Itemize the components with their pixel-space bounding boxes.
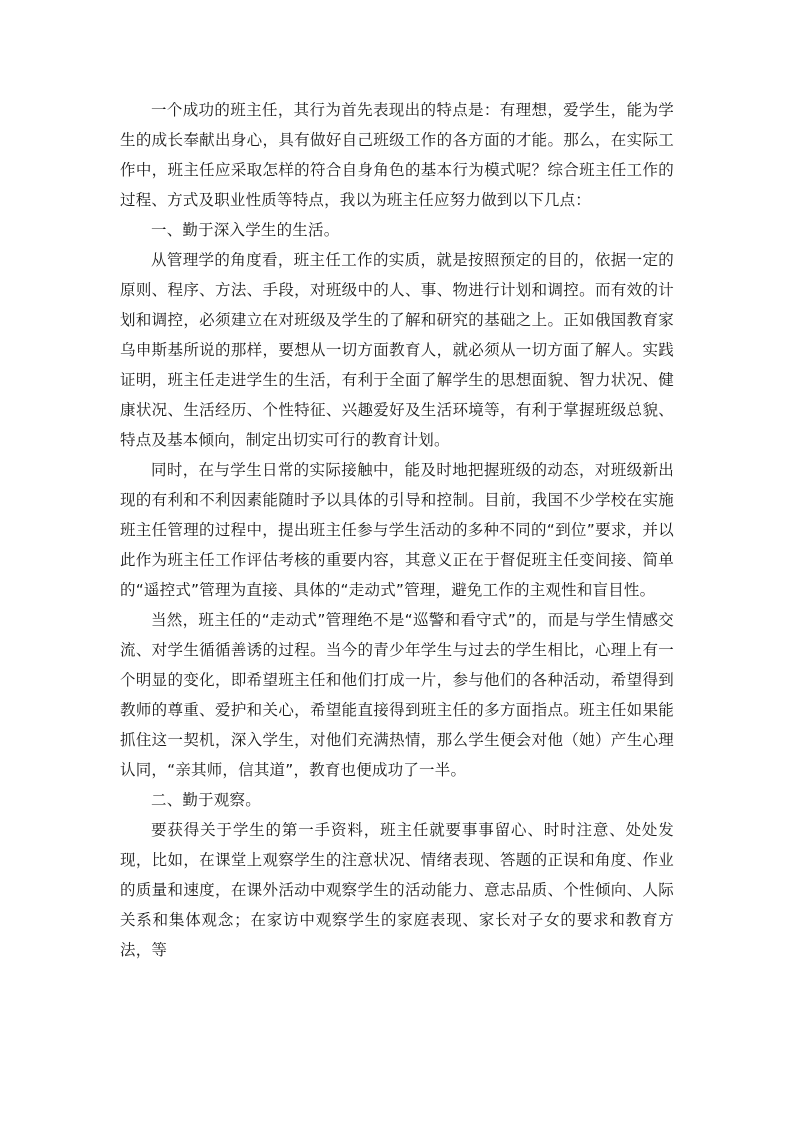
paragraph-observation: 要获得关于学生的第一手资料，班主任就要事事留心、时时注意、处处发现，比如，在课堂上观察学生的注意状况、情绪表现、答题的正误和角度、作业的质量和速度，在课外活动中观察学生的活动能力、意志品质、个性倾向、人际关系和集体观念；在家访中观察学生的家庭表现、家长对子女的要求和教育方法，等 <box>120 821 674 959</box>
paragraph-walking-management: 当然，班主任的“走动式”管理绝不是“巡警和看守式”的，而是与学生情感交流、对学生循循善诱的过程。当今的青少年学生与过去的学生相比，心理上有一个明显的变化，即希望班主任和他们打成一片，参与他们的各种活动，希望得到教师的尊重、爱护和关心，希望能直接得到班主任的多方面指点。班主任如果能抓住这一契机，深入学生，对他们充满热情，那么学生便会对他（她）产生心理认同，“亲其师，信其道”，教育也便成功了一半。 <box>120 611 674 779</box>
document-body <box>120 95 674 965</box>
paragraph-contact: 同时，在与学生日常的实际接触中，能及时地把握班级的动态，对班级新出现的有利和不利因素能随时予以具体的引导和控制。目前，我国不少学校在实施班主任管理的过程中，提出班主任参与学生活动的多种不同的“到位”要求，并以此作为班主任工作评估考核的重要内容，其意义正在于督促班主任变间接、简单的“遥控式”管理为直接、具体的“走动式”管理，避免工作的主观性和盲目性。 <box>120 461 674 599</box>
paragraph-intro: 一个成功的班主任，其行为首先表现出的特点是：有理想，爱学生，能为学生的成长奉献出身心，具有做好自己班级工作的各方面的才能。那么，在实际工作中，班主任应采取怎样的符合自身角色的基本行为模式呢？综合班主任工作的过程、方式及职业性质等特点，我以为班主任应努力做到以下几点： <box>120 101 674 209</box>
section-heading-2: 二、勤于观察。 <box>151 791 261 809</box>
paragraph-management: 从管理学的角度看，班主任工作的实质，就是按照预定的目的，依据一定的原则、程序、方法、手段，对班级中的人、事、物进行计划和调控。而有效的计划和调控，必须建立在对班级及学生的了解和研究的基础之上。正如俄国教育家乌申斯基所说的那样，要想从一切方面教育人，就必须从一切方面了解人。实践证明，班主任走进学生的生活，有利于全面了解学生的思想面貌、智力状况、健康状况、生活经历、个性特征、兴趣爱好及生活环境等，有利于掌握班级总貌、特点及基本倾向，制定出切实可行的教育计划。 <box>120 251 674 449</box>
section-heading-1: 一、勤于深入学生的生活。 <box>151 221 340 239</box>
